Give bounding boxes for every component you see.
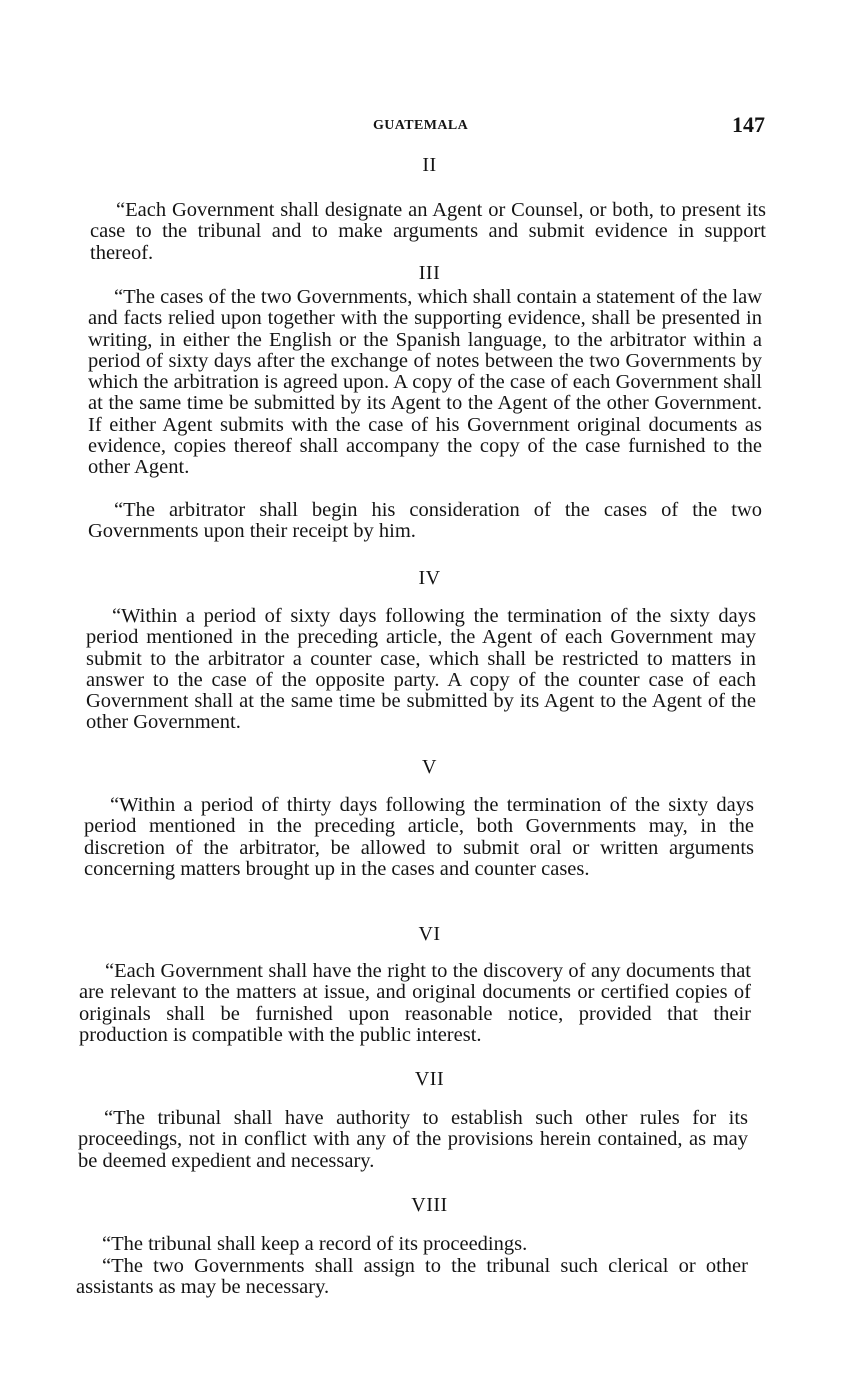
section-iii — [0, 261, 859, 285]
paragraph: “The cases of the two Governments, which shall contain a statement of the law and facts relied upon together with the supporting evidence, shall be presented in writing, in either the English or the Spanish language, to the arbitrator within a period of sixty days after the exchange of notes between the two Governments by which the arbitration is agreed upon. A copy of the case of each Government shall at the same time be submitted by its Agent to the Agent of the other Government. If either Agent submits with the case of his Government original documents as evidence, copies thereof shall accompany the copy of the case furnished to the other Agent. — [88, 286, 762, 479]
section-heading: VII — [414, 1068, 445, 1090]
paragraph: “The tribunal shall keep a record of its proceedings. — [102, 1233, 528, 1255]
section-viii — [0, 1193, 859, 1217]
paragraph: “Each Government shall designate an Agent or Counsel, or both, to present its case to the tribunal and to make arguments and submit evidence in support thereof. — [90, 199, 766, 264]
running-head — [0, 112, 859, 142]
section-ii — [0, 153, 859, 177]
section-heading: V — [422, 756, 437, 778]
page-number: 147 — [732, 112, 765, 137]
section-heading: II — [422, 154, 437, 176]
paragraph: “Within a period of sixty days following the termination of the sixty days period mentioned in the preceding article, the Agent of each Government may submit to the arbitrator a counter case, which shall be restricted to matters in answer to the case of the opposite party. A copy of the counter case of each Government shall at the same time be submitted by its Agent to the Agent of the other Government. — [86, 605, 756, 734]
paragraph: “Each Government shall have the right to the discovery of any documents that are relevant to the matters at issue, and original documents or certified copies of originals shall be furnished upon reasonable notice, provided that their production is compatible with the public interest. — [79, 960, 751, 1046]
section-v — [0, 755, 859, 779]
section-heading: IV — [418, 567, 441, 589]
paragraph: “The arbitrator shall begin his consideration of the cases of the two Governments upon their receipt by him. — [88, 499, 762, 543]
section-heading: III — [418, 262, 441, 284]
running-head-title: GUATEMALA — [373, 118, 469, 133]
section-vi — [0, 922, 859, 946]
paragraph: “Within a period of thirty days following the termination of the sixty days period mentioned in the preceding article, both Governments may, in the discretion of the arbitrator, be allowed to submit oral or written arguments concerning matters brought up in the cases and counter cases. — [84, 794, 754, 880]
section-heading: VIII — [411, 1194, 448, 1216]
paragraph: “The tribunal shall have authority to establish such other rules for its proceedings, not in conflict with any of the provisions herein contained, as may be deemed expedient and necessary. — [78, 1107, 748, 1172]
paragraph: “The two Governments shall assign to the tribunal such clerical or other assistants as may be necessary. — [76, 1255, 748, 1299]
section-heading: VI — [418, 923, 441, 945]
section-iv — [0, 566, 859, 590]
section-vii — [0, 1067, 859, 1091]
